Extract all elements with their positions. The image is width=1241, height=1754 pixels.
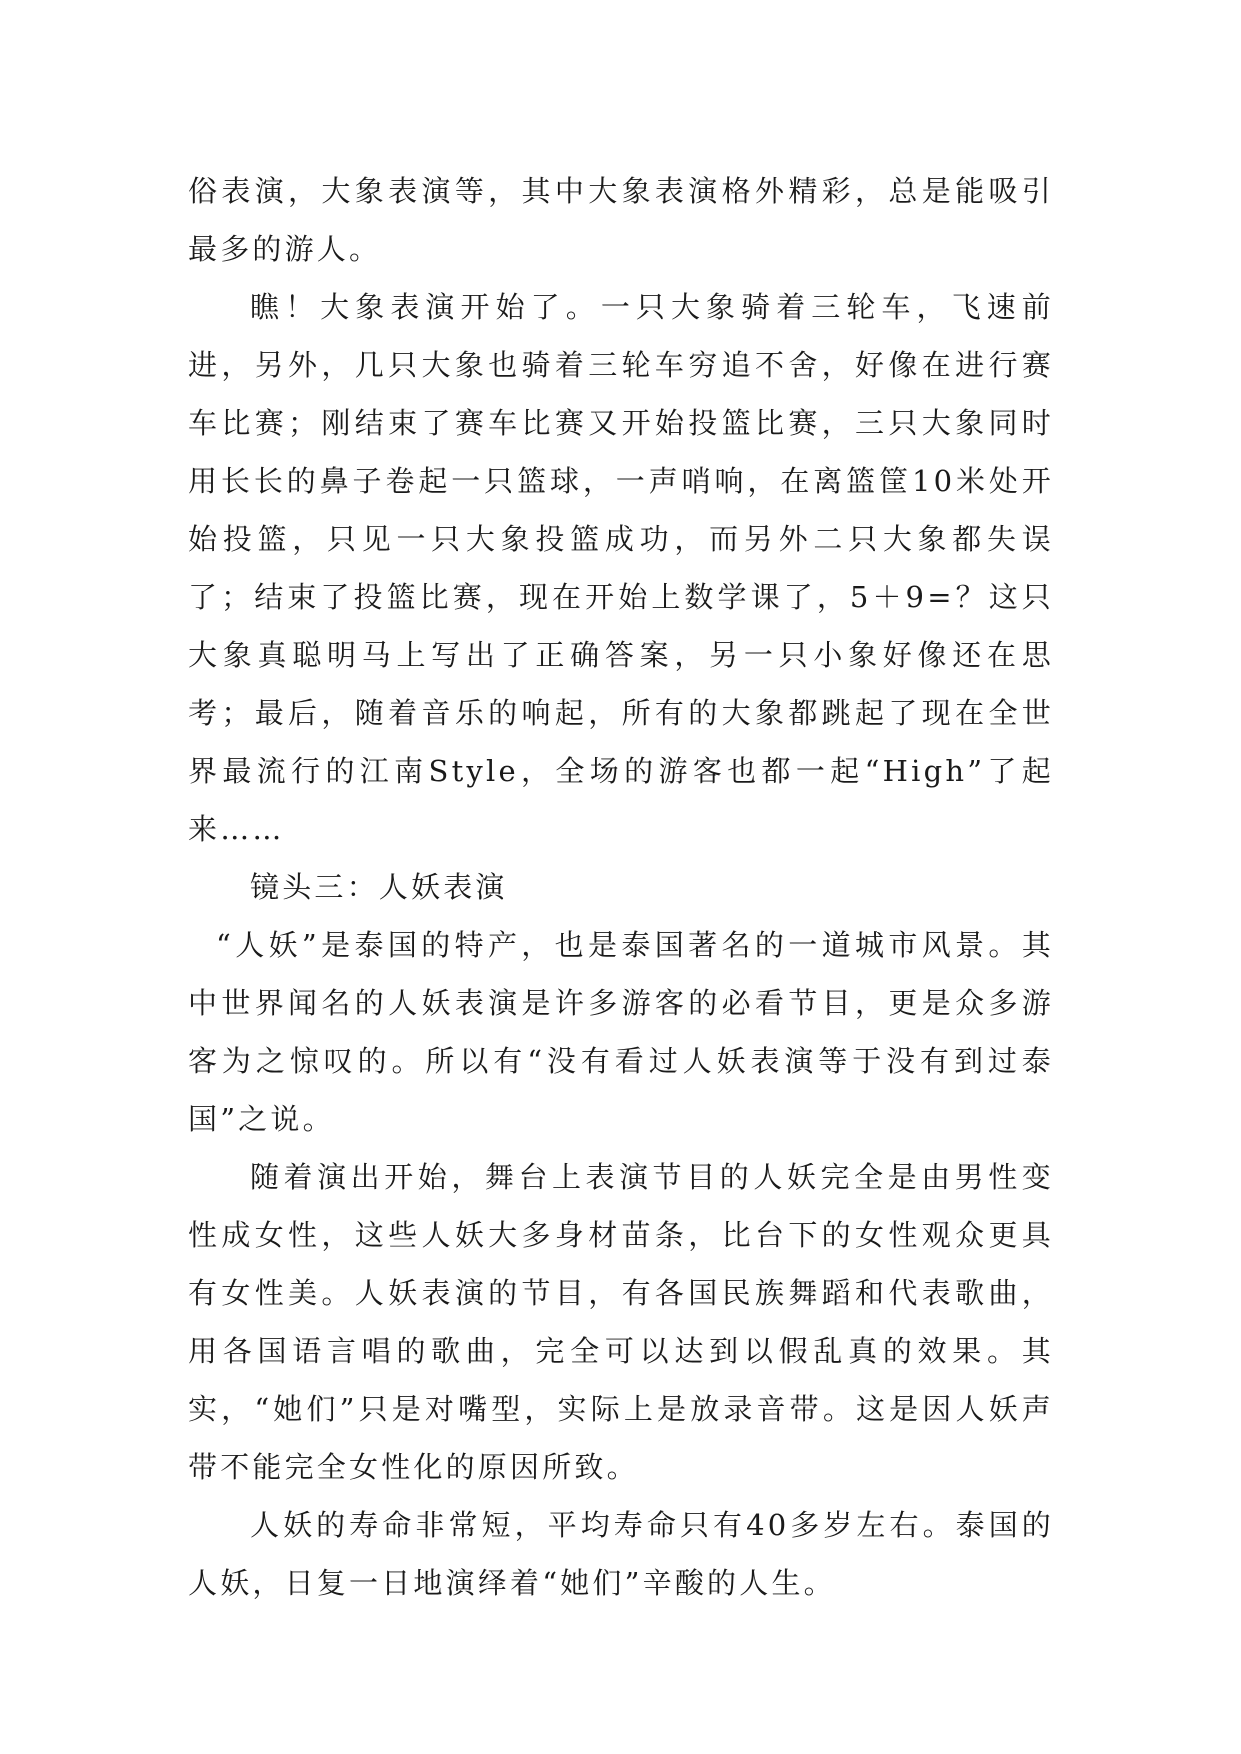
document-page xyxy=(188,162,1054,1612)
section-heading-scene-three: 镜头三：人妖表演 xyxy=(250,870,508,904)
paragraph-ladyboy-performance: 随着演出开始，舞台上表演节目的人妖完全是由男性变性成女性，这些人妖大多身材苗条，比台下的女性观众更具有女性美。人妖表演的节目，有各国民族舞蹈和代表歌曲，用各国语言唱的歌曲，完全可以达到以假乱真的效果。其实，“她们”只是对嘴型，实际上是放录音带。这是因人妖声带不能完全女性化的原因所致。 xyxy=(188,1160,1054,1484)
paragraph-elephant-show: 瞧！大象表演开始了。一只大象骑着三轮车，飞速前进，另外，几只大象也骑着三轮车穷追不舍，好像在进行赛车比赛；刚结束了赛车比赛又开始投篮比赛，三只大象同时用长长的鼻子卷起一只篮球，一声哨响，在离篮筐10米处开始投篮，只见一只大象投篮成功，而另外二只大象都失误了；结束了投篮比赛，现在开始上数学课了，5＋9=？这只大象真聪明马上写出了正确答案，另一只小象好像还在思考；最后，随着音乐的响起，所有的大象都跳起了现在全世界最流行的江南Style，全场的游客也都一起“High”了起来…… xyxy=(188,290,1054,846)
paragraph-ladyboy-lifespan: 人妖的寿命非常短，平均寿命只有40多岁左右。泰国的人妖，日复一日地演绎着“她们”辛酸的人生。 xyxy=(188,1508,1054,1600)
paragraph-elephant-intro: 俗表演，大象表演等，其中大象表演格外精彩，总是能吸引最多的游人。 xyxy=(188,174,1054,266)
paragraph-ladyboy-intro: “人妖”是泰国的特产，也是泰国著名的一道城市风景。其中世界闻名的人妖表演是许多游客的必看节目，更是众多游客为之惊叹的。所以有“没有看过人妖表演等于没有到过泰国”之说。 xyxy=(188,928,1054,1136)
